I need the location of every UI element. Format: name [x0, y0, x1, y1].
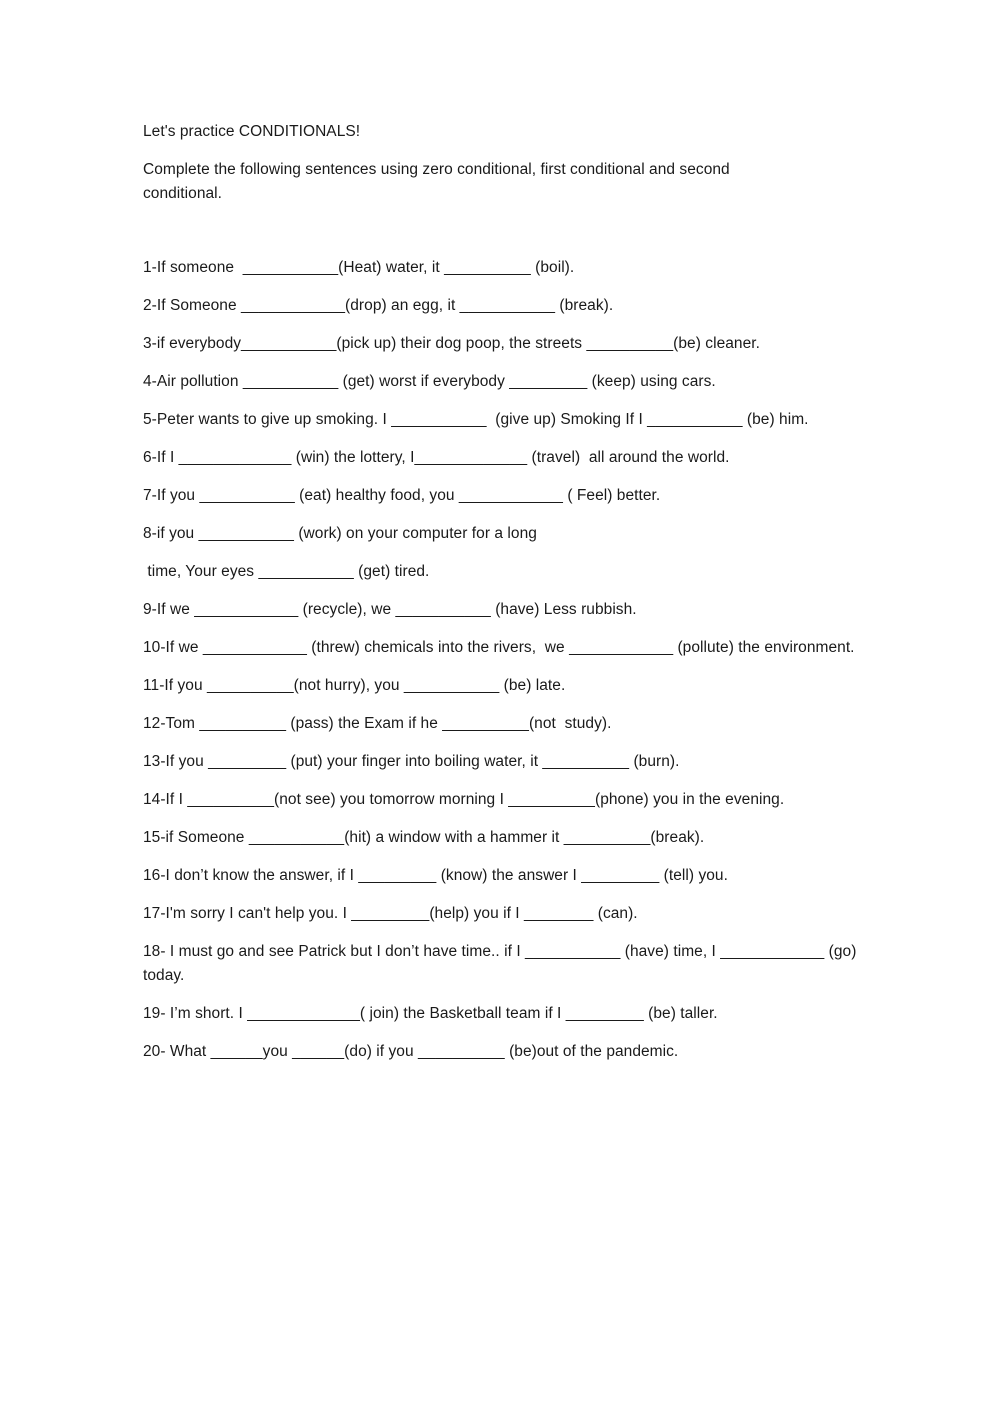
- exercise-item-12: 12-Tom __________ (pass) the Exam if he __________(not study).: [143, 715, 612, 732]
- exercise-item-2: 2-If Someone ____________(drop) an egg, it ___________ (break).: [143, 297, 614, 314]
- exercise-item-20: 20- What ______you ______(do) if you __________ (be)out of the pandemic.: [143, 1043, 679, 1060]
- exercise-item-7: 7-If you ___________ (eat) healthy food, you ____________ ( Feel) better.: [143, 487, 661, 504]
- worksheet-instructions: Complete the following sentences using zero conditional, first conditional and second conditional.: [143, 161, 730, 202]
- exercise-item-15: 15-if Someone ___________(hit) a window with a hammer it __________(break).: [143, 829, 705, 846]
- exercise-item-13: 13-If you _________ (put) your finger into boiling water, it __________ (burn).: [143, 753, 680, 770]
- worksheet-title: Let's practice CONDITIONALS!: [143, 123, 361, 140]
- exercise-item-8: 8-if you ___________ (work) on your computer for a long: [143, 525, 537, 542]
- exercise-item-19: 19- I’m short. I _____________( join) the Basketball team if I _________ (be) taller.: [143, 1005, 718, 1022]
- exercise-item-10: 10-If we ____________ (threw) chemicals into the rivers, we ____________ (pollute) the environment.: [143, 639, 855, 656]
- exercise-item-9: 9-If we ____________ (recycle), we ___________ (have) Less rubbish.: [143, 601, 637, 618]
- exercise-item-18: 18- I must go and see Patrick but I don’t have time.. if I ___________ (have) time, I ____________ (go) today.: [143, 943, 861, 984]
- exercise-item-5: 5-Peter wants to give up smoking. I ___________ (give up) Smoking If I ___________ (be) him.: [143, 411, 809, 428]
- worksheet-content: [143, 120, 863, 1078]
- exercise-item-8-continued: time, Your eyes ___________ (get) tired.: [143, 563, 430, 580]
- exercise-item-4: 4-Air pollution ___________ (get) worst if everybody _________ (keep) using cars.: [143, 373, 716, 390]
- exercise-item-6: 6-If I _____________ (win) the lottery, I_____________ (travel) all around the world.: [143, 449, 730, 466]
- exercise-item-14: 14-If I __________(not see) you tomorrow morning I __________(phone) you in the evening.: [143, 791, 785, 808]
- exercise-item-11: 11-If you __________(not hurry), you ___________ (be) late.: [143, 677, 566, 694]
- exercise-list: [143, 256, 863, 1064]
- exercise-item-16: 16-I don’t know the answer, if I _________ (know) the answer I _________ (tell) you.: [143, 867, 728, 884]
- exercise-item-17: 17-I'm sorry I can't help you. I _________(help) you if I ________ (can).: [143, 905, 638, 922]
- exercise-item-3: 3-if everybody___________(pick up) their dog poop, the streets __________(be) cleaner.: [143, 335, 760, 352]
- exercise-item-1: 1-If someone ___________(Heat) water, it __________ (boil).: [143, 259, 575, 276]
